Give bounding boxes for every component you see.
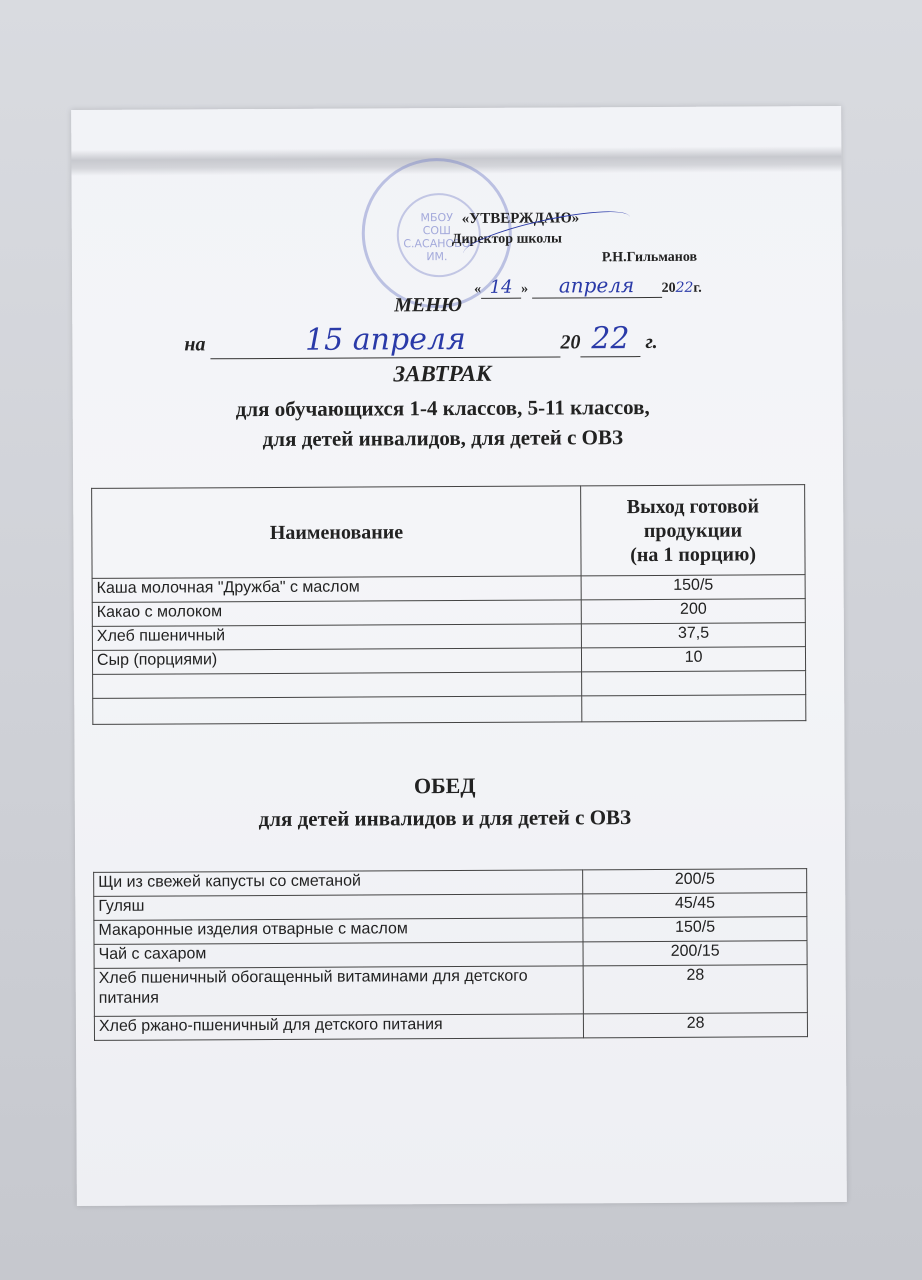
dish-output: 28 <box>584 1013 808 1038</box>
dish-output: 28 <box>583 965 807 1014</box>
dish-name: Макаронные изделия отварные с маслом <box>94 918 583 945</box>
approval-date <box>474 273 702 299</box>
stamp-text: МБОУ СОШ С.АСАНОВО ИМ. <box>403 211 471 264</box>
director-name: Р.Н.Гильманов <box>601 249 698 266</box>
dish-output: 10 <box>582 647 806 672</box>
menu-day: 15 апреля <box>210 321 560 359</box>
dish-name <box>93 696 582 725</box>
approval-year-prefix: 20 <box>661 280 676 296</box>
dish-name: Гуляш <box>94 894 583 921</box>
approval-year-g: г. <box>693 280 702 296</box>
table-row <box>94 965 807 1017</box>
lunch-table <box>93 868 808 1041</box>
lunch-subtitle: для детей инвалидов и для детей с ОВЗ <box>258 805 632 832</box>
breakfast-subtitle-1: для обучающихся 1-4 классов, 5-11 классов, <box>235 394 650 422</box>
dish-name: Сыр (порциями) <box>92 648 581 675</box>
dish-name: Хлеб ржано-пшеничный для детского питания <box>94 1014 583 1041</box>
date-quote-open: « <box>474 281 482 297</box>
director-position: Директор школы <box>451 231 562 248</box>
approval-month: апреля <box>531 273 661 299</box>
col-output-line-1: Выход готовой <box>626 494 760 518</box>
breakfast-table-header <box>92 485 805 579</box>
breakfast-title: ЗАВТРАК <box>393 360 492 387</box>
menu-title: МЕНЮ <box>394 293 463 317</box>
date-quote-close: » <box>521 281 529 297</box>
dish-output: 150/5 <box>581 575 805 600</box>
dish-output: 200/15 <box>583 941 807 966</box>
approval-year-suffix: 22 <box>675 279 694 296</box>
dish-output <box>582 695 806 722</box>
col-name-header: Наименование <box>92 486 582 579</box>
menu-g: г. <box>645 330 658 354</box>
dish-name <box>93 672 582 699</box>
dish-name: Каша молочная "Дружба" с маслом <box>92 576 581 603</box>
dish-name: Чай с сахаром <box>94 942 583 969</box>
dish-name: Щи из свежей капусты со сметаной <box>94 870 583 897</box>
dish-output <box>582 671 806 696</box>
breakfast-table <box>91 484 806 725</box>
dish-output: 37,5 <box>582 623 806 648</box>
menu-year-prefix: 20 <box>560 331 581 354</box>
dish-output: 200/5 <box>583 869 807 894</box>
col-output-line-3: (на 1 порцию) <box>630 542 757 566</box>
dish-output: 200 <box>581 599 805 624</box>
approved-label: «УТВЕРЖДАЮ» <box>461 210 580 227</box>
menu-na: на <box>184 333 206 356</box>
menu-date <box>184 321 657 359</box>
lunch-title: ОБЕД <box>413 772 476 799</box>
breakfast-subtitle-2: для детей инвалидов, для детей с ОВЗ <box>262 425 624 452</box>
table-row <box>93 695 806 725</box>
table-row <box>94 1013 807 1041</box>
dish-name: Какао с молоком <box>92 600 581 627</box>
col-output-line-2: продукции <box>643 519 743 542</box>
menu-year-suffix: 22 <box>580 321 640 357</box>
dish-name: Хлеб пшеничный обогащенный витаминами для детского питания <box>94 966 584 1017</box>
col-output-header <box>581 485 805 576</box>
dish-name: Хлеб пшеничный <box>92 624 581 651</box>
document-sheet <box>71 106 847 1206</box>
dish-output: 45/45 <box>583 893 807 918</box>
dish-output: 150/5 <box>583 917 807 942</box>
approval-day: 14 <box>481 277 521 299</box>
